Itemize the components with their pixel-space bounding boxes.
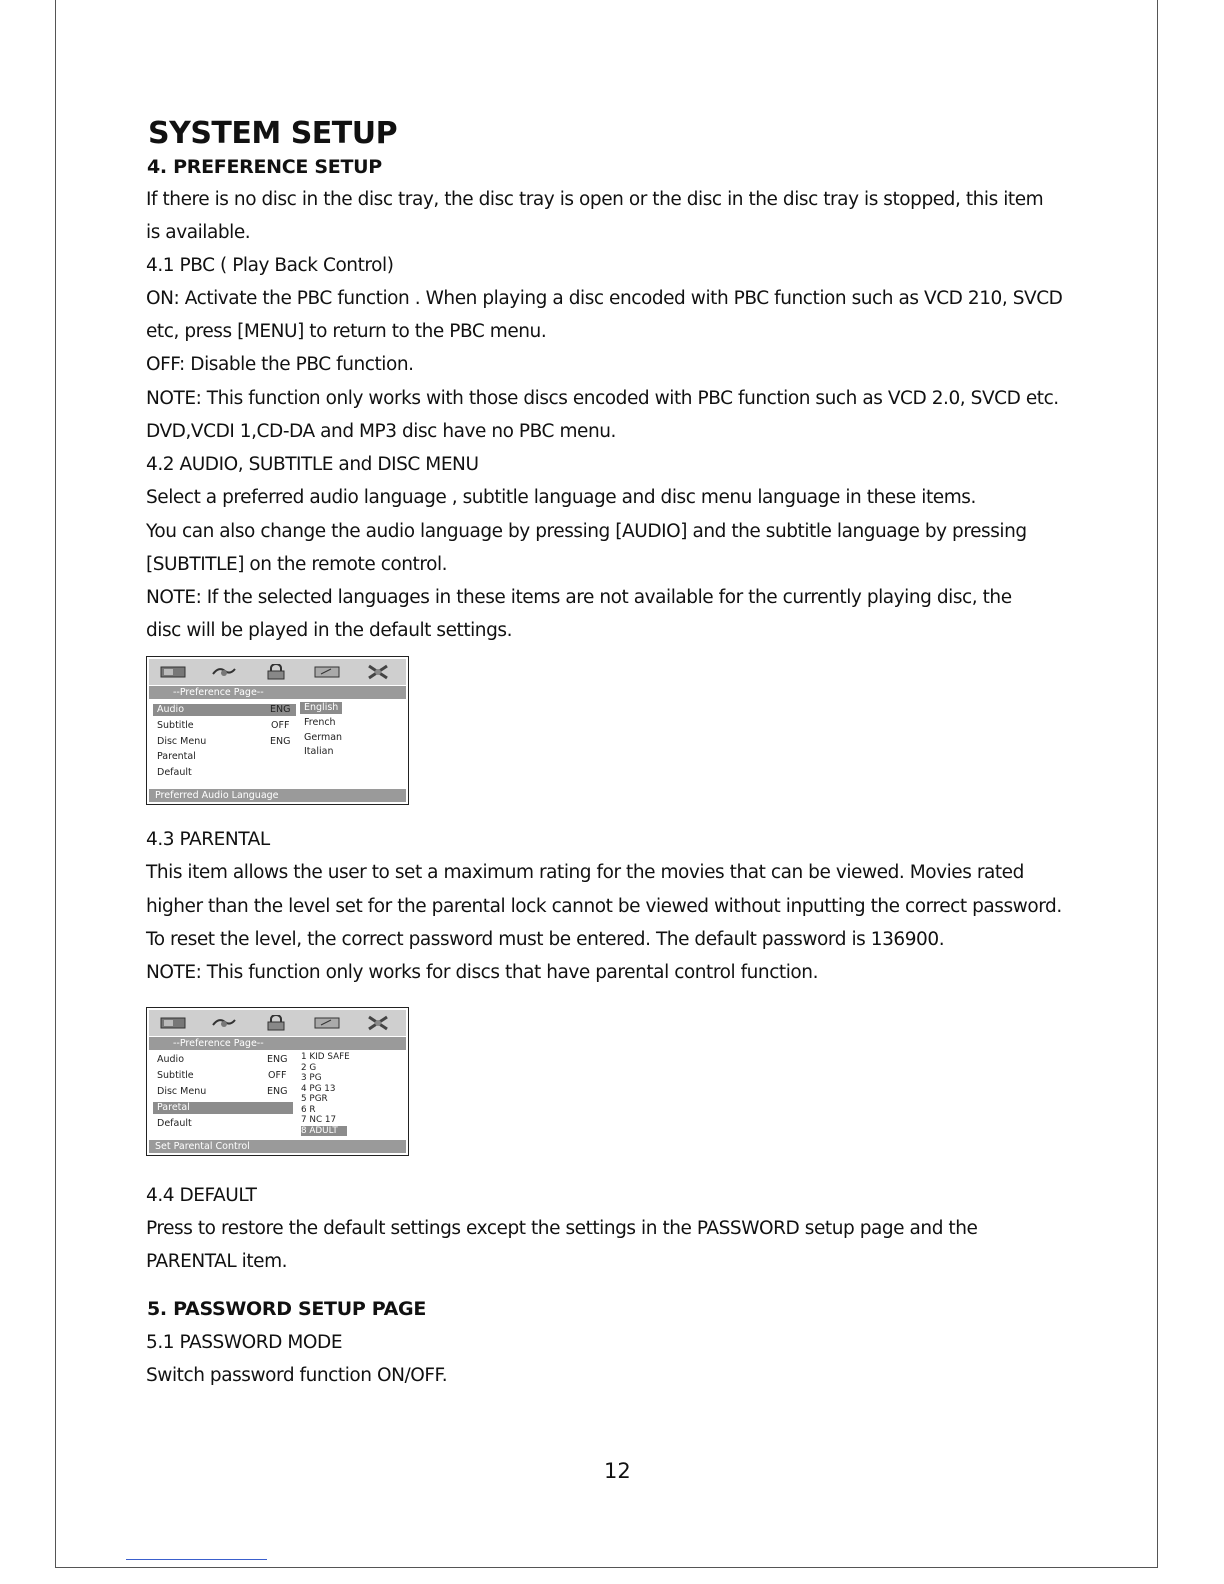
video-setup-icon xyxy=(309,662,345,682)
osd-status-bar: Preferred Audio Language xyxy=(149,789,406,802)
paragraph-line: PARENTAL item. xyxy=(146,1251,288,1272)
osd-value-audio: ENG xyxy=(267,1054,288,1065)
paragraph-line: OFF: Disable the PBC function. xyxy=(146,354,414,375)
audio-setup-icon xyxy=(206,662,242,682)
paragraph-line: NOTE: This function only works with those discs encoded with PBC function such as VCD 2.0, SVCD etc. xyxy=(146,388,1059,409)
osd-rating-option[interactable]: 1 KID SAFE xyxy=(301,1052,350,1062)
osd-option-english[interactable]: English xyxy=(300,702,342,714)
osd-item-audio[interactable]: Audio xyxy=(153,704,296,716)
paragraph-line: disc will be played in the default settings. xyxy=(146,620,512,641)
paragraph-line: If there is no disc in the disc tray, the disc tray is open or the disc in the disc tray is stopped, this item xyxy=(146,189,1044,210)
subheading-audio: 4.2 AUDIO, SUBTITLE and DISC MENU xyxy=(146,454,479,475)
osd-item-disc-menu[interactable]: Disc Menu xyxy=(157,736,207,747)
subheading-default: 4.4 DEFAULT xyxy=(146,1185,257,1206)
osd-rating-option[interactable]: 7 NC 17 xyxy=(301,1115,337,1125)
osd-value-subtitle: OFF xyxy=(268,1070,287,1081)
osd-rating-option[interactable]: 2 G xyxy=(301,1062,317,1073)
lock-icon xyxy=(258,1013,294,1033)
paragraph-line: Switch password function ON/OFF. xyxy=(146,1365,448,1386)
subheading-password-mode: 5.1 PASSWORD MODE xyxy=(146,1332,343,1353)
osd-item-default[interactable]: Default xyxy=(157,767,192,778)
osd-item-subtitle[interactable]: Subtitle xyxy=(157,720,194,731)
paragraph-line: is available. xyxy=(146,222,251,243)
osd-rating-option[interactable]: 4 PG 13 xyxy=(301,1083,336,1094)
osd-item-audio[interactable]: Audio xyxy=(157,1054,185,1065)
subheading-parental: 4.3 PARENTAL xyxy=(146,829,270,850)
paragraph-line: NOTE: If the selected languages in these items are not available for the currently playing disc, the xyxy=(146,587,1012,608)
paragraph-line: higher than the level set for the parental lock cannot be viewed without inputting the correct password. xyxy=(146,896,1062,917)
osd-rating-option[interactable]: 6 R xyxy=(301,1104,316,1115)
paragraph-line: To reset the level, the correct password must be entered. The default password is 136900. xyxy=(146,929,945,950)
general-setup-icon xyxy=(155,1013,191,1033)
osd-option-italian[interactable]: Italian xyxy=(304,746,334,757)
osd-value-disc-menu: ENG xyxy=(267,1086,288,1097)
osd-item-subtitle[interactable]: Subtitle xyxy=(157,1070,194,1081)
osd-item-parental[interactable]: Parental xyxy=(157,751,196,762)
osd-page-title: --Preference Page-- xyxy=(149,1037,406,1050)
section-heading-preference: 4. PREFERENCE SETUP xyxy=(147,156,382,178)
osd-rating-option[interactable]: 5 PGR xyxy=(301,1094,328,1104)
subheading-pbc: 4.1 PBC ( Play Back Control) xyxy=(146,255,394,276)
osd-page-title: --Preference Page-- xyxy=(149,686,406,699)
osd-option-french[interactable]: French xyxy=(304,717,336,728)
osd-icon-bar xyxy=(149,1010,406,1036)
page-number: 12 xyxy=(604,1459,631,1483)
lock-icon xyxy=(258,662,294,682)
osd-value-subtitle: OFF xyxy=(271,720,290,731)
video-setup-icon xyxy=(309,1013,345,1033)
paragraph-line: This item allows the user to set a maximum rating for the movies that can be viewed. Movies rated xyxy=(146,862,1024,883)
preference-icon xyxy=(360,662,396,682)
paragraph-line: [SUBTITLE] on the remote control. xyxy=(146,554,448,575)
osd-preference-parental-screen xyxy=(146,1007,409,1156)
paragraph-line: etc, press [MENU] to return to the PBC menu. xyxy=(146,321,547,342)
general-setup-icon xyxy=(155,662,191,682)
section-heading-password: 5. PASSWORD SETUP PAGE xyxy=(147,1298,427,1320)
osd-rating-option-selected[interactable]: 8 ADULT xyxy=(301,1126,347,1136)
paragraph-line: Press to restore the default settings except the settings in the PASSWORD setup page and the xyxy=(146,1218,978,1239)
preference-icon xyxy=(360,1013,396,1033)
page-title: SYSTEM SETUP xyxy=(148,116,398,151)
osd-icon-bar xyxy=(149,659,406,685)
paragraph-line: DVD,VCDI 1,CD-DA and MP3 disc have no PBC menu. xyxy=(146,421,616,442)
osd-rating-option[interactable]: 3 PG xyxy=(301,1073,322,1083)
osd-item-disc-menu[interactable]: Disc Menu xyxy=(157,1086,207,1097)
osd-item-parental[interactable]: Paretal xyxy=(153,1102,293,1114)
osd-preference-audio-screen xyxy=(146,656,409,805)
osd-item-default[interactable]: Default xyxy=(157,1118,192,1129)
osd-status-bar: Set Parental Control xyxy=(149,1140,406,1153)
osd-value-disc-menu: ENG xyxy=(270,736,291,747)
osd-option-german[interactable]: German xyxy=(304,732,343,743)
paragraph-line: ON: Activate the PBC function . When playing a disc encoded with PBC function such as VCD 210, SVCD xyxy=(146,288,1063,309)
footer-link-underline xyxy=(126,1559,267,1560)
audio-setup-icon xyxy=(206,1013,242,1033)
paragraph-line: You can also change the audio language by pressing [AUDIO] and the subtitle language by pressing xyxy=(146,521,1027,542)
paragraph-line: NOTE: This function only works for discs that have parental control function. xyxy=(146,962,818,983)
osd-value-audio: ENG xyxy=(270,704,291,715)
paragraph-line: Select a preferred audio language , subtitle language and disc menu language in these items. xyxy=(146,487,976,508)
